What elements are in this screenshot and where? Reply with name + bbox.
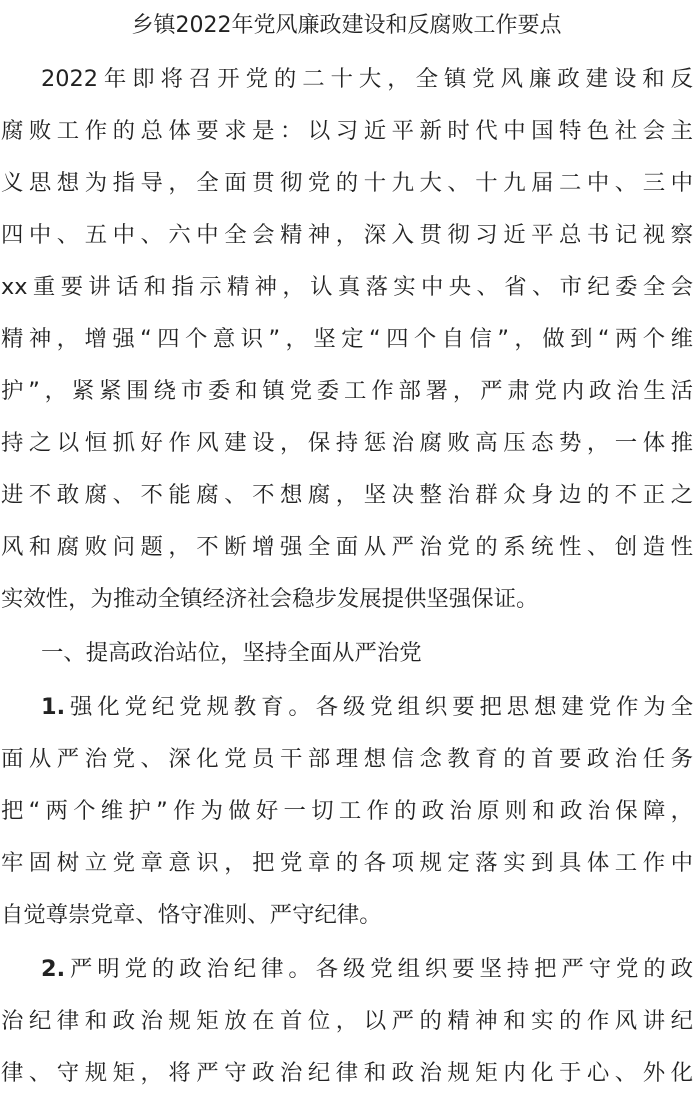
item-text: 严明党的政治纪律。各级党组织要坚持把严守党的政 xyxy=(65,956,693,982)
item-1-line: 把“两个维护”作为做好一切工作的政治原则和政治保障， xyxy=(1,798,693,824)
paragraph-line: 2022年即将召开党的二十大，全镇党风廉政建设和反 xyxy=(41,66,693,92)
paragraph-line: 实效性，为推动全镇经济社会稳步发展提供坚强保证。 xyxy=(1,586,539,612)
item-1-line: 牢固树立党章意识，把党章的各项规定落实到具体工作中 xyxy=(1,850,693,876)
paragraph-line: 精神，增强“四个意识”，坚定“四个自信”，做到“两个维 xyxy=(1,326,693,352)
paragraph-line: 持之以恒抓好作风建设，保持惩治腐败高压态势，一体推 xyxy=(1,430,693,456)
item-2-line xyxy=(41,943,693,995)
paragraph-line: 护”，紧紧围绕市委和镇党委工作部署，严肃党内政治生活 xyxy=(1,378,693,404)
item-2-line: 律、守规矩，将严守政治纪律和政治规矩内化于心、外化 xyxy=(1,1060,693,1086)
paragraph-line: xx重要讲话和指示精神，认真落实中央、省、市纪委全会 xyxy=(1,274,693,300)
item-1-line: 自觉尊崇党章、恪守准则、严守纪律。 xyxy=(1,902,382,928)
paragraph-line: 腐败工作的总体要求是：以习近平新时代中国特色社会主 xyxy=(1,118,693,144)
paragraph-line: 进不敢腐、不能腐、不想腐，坚决整治群众身边的不正之 xyxy=(1,482,693,508)
item-1-line xyxy=(41,681,693,733)
item-number: 2. xyxy=(41,956,66,982)
paragraph-line: 四中、五中、六中全会精神，深入贯彻习近平总书记视察 xyxy=(1,222,693,248)
item-2-line: 治纪律和政治规矩放在首位，以严的精神和实的作风讲纪 xyxy=(1,1008,693,1034)
paragraph-line: 风和腐败问题，不断增强全面从严治党的系统性、创造性 xyxy=(1,534,693,560)
section-heading: 一、提高政治站位，坚持全面从严治党 xyxy=(41,640,422,666)
item-text: 强化党纪党规教育。各级党组织要把思想建党作为全 xyxy=(65,694,693,720)
paragraph-line: 义思想为指导，全面贯彻党的十九大、十九届二中、三中 xyxy=(1,170,693,196)
document-title: 乡镇2022年党风廉政建设和反腐败工作要点 xyxy=(131,13,562,38)
item-number: 1. xyxy=(41,694,66,720)
item-1-line: 面从严治党、深化党员干部理想信念教育的首要政治任务 xyxy=(1,746,693,772)
